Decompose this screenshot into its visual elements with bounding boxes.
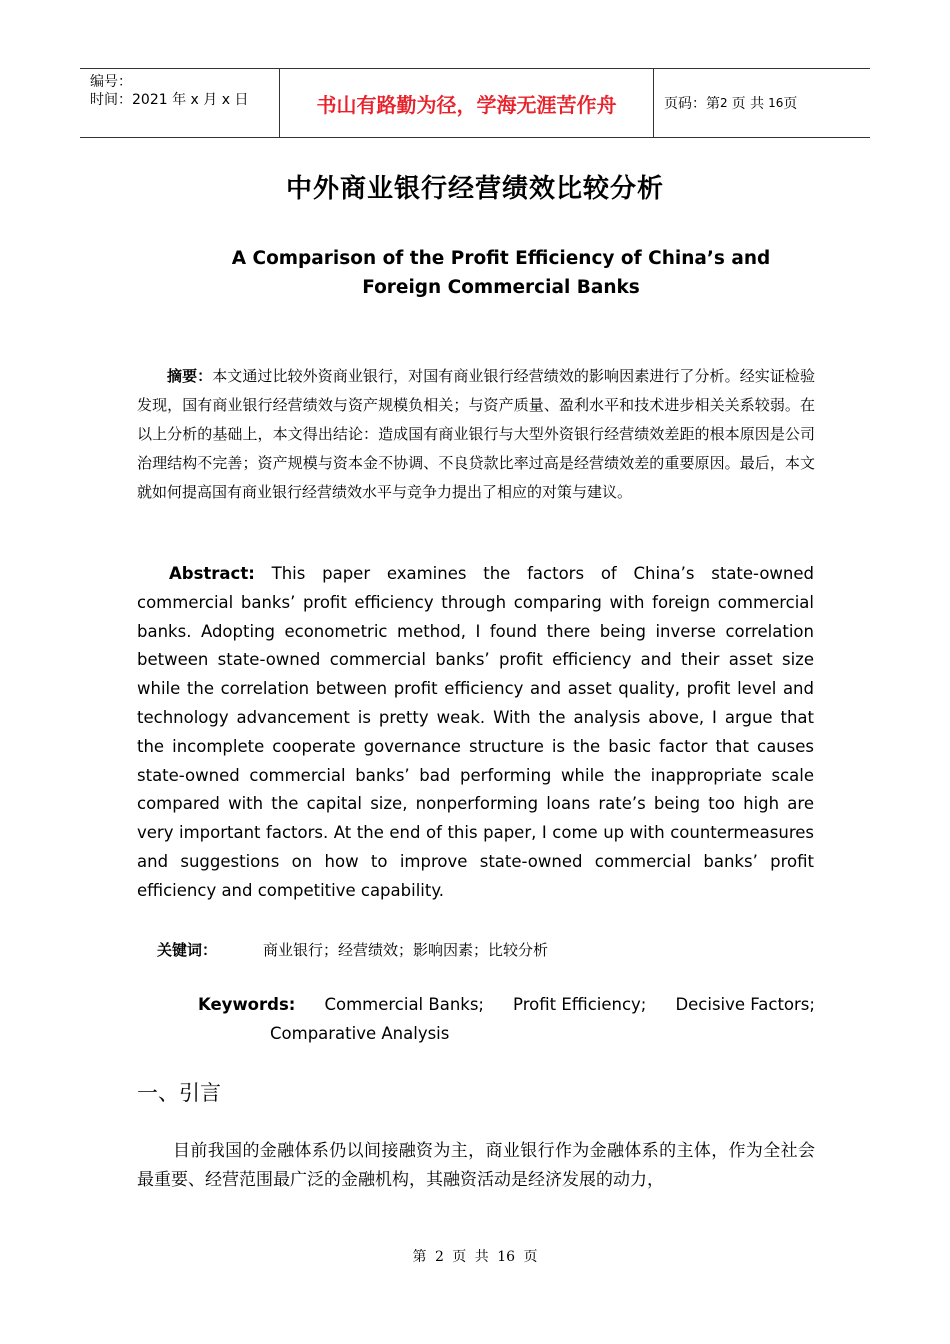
abstract-english: [137, 560, 814, 906]
header-page-current: 2: [720, 96, 728, 110]
title-chinese: 中外商业银行经营绩效比较分析: [285, 174, 664, 204]
abstract-english-label: Abstract:: [169, 564, 255, 583]
header-page-total: 16: [768, 96, 784, 110]
body-paragraph: 目前我国的金融体系仍以间接融资为主，商业银行作为金融体系的主体，作为全社会最重要、经营范围最广泛的金融机构，其融资活动是经济发展的动力，: [137, 1141, 815, 1190]
document-number-label: 编号：: [90, 74, 132, 90]
keywords-chinese-text: 商业银行；经营绩效；影响因素；比较分析: [263, 941, 549, 959]
abstract-chinese-text: 本文通过比较外资商业银行，对国有商业银行经营绩效的影响因素进行了分析。经实证检验发现，国有商业银行经营绩效与资产规模负相关；与资产质量、盈利水平和技术进步相关关系较弱。在以上分析的基础上，本文得出结论：造成国有商业银行与大型外资银行经营绩效差距的根本原因是公司治理结构不完善；资产规模与资本金不协调、不良贷款比率过高是经营绩效差的重要原因。最后，本文就如何提高国有商业银行经营绩效水平与竞争力提出了相应的对策与建议。: [137, 367, 815, 501]
header-table: [80, 68, 870, 138]
header-info-cell: [80, 69, 280, 137]
section-heading: 一、引言: [137, 1081, 221, 1105]
abstract-chinese-label: 摘要：: [167, 367, 213, 385]
keyword-item: Comparative Analysis: [270, 1024, 450, 1043]
title-english: A Comparison of the Profit Efficiency of China’s and Foreign Commercial Banks: [231, 248, 771, 298]
keywords-chinese: [157, 936, 548, 964]
keyword-item: Decisive Factors;: [675, 995, 815, 1014]
page-footer: 第 2 页 共 16 页: [412, 1249, 538, 1265]
keyword-item: Profit Efficiency;: [513, 995, 647, 1014]
keyword-item: Commercial Banks;: [324, 995, 484, 1014]
keywords-chinese-label: 关键词：: [157, 941, 218, 959]
abstract-chinese: [137, 362, 815, 507]
keywords-english: [198, 990, 815, 1048]
document-date: 时间：2021 年 x 月 x 日: [90, 92, 249, 108]
header-motto: 书山有路勤为径，学海无涯苦作舟: [280, 69, 654, 137]
keywords-english-label: Keywords:: [198, 995, 296, 1014]
abstract-english-text: This paper examines the factors of China’s state-owned commercial banks’ profit efficiency through comparing with foreign commercial banks. Adopting econometric method, I found there being inverse correlation between state-owned commercial banks’ profit efficiency and their asset size while the correlation between profit efficiency and asset quality, profit level and technology advancement is pretty weak. With the analysis above, I argue that the incomplete cooperate governance structure is the basic factor that causes state-owned commercial banks’ bad performing while the inappropriate scale compared with the capital size, nonperforming loans rate’s being too high are very important factors. At the end of this paper, I come up with countermeasures and suggestions on how to improve state-owned commercial banks’ profit efficiency and competitive capability.: [137, 564, 814, 900]
header-page-indicator: 页码：第 2 页 共 16 页: [664, 96, 798, 112]
